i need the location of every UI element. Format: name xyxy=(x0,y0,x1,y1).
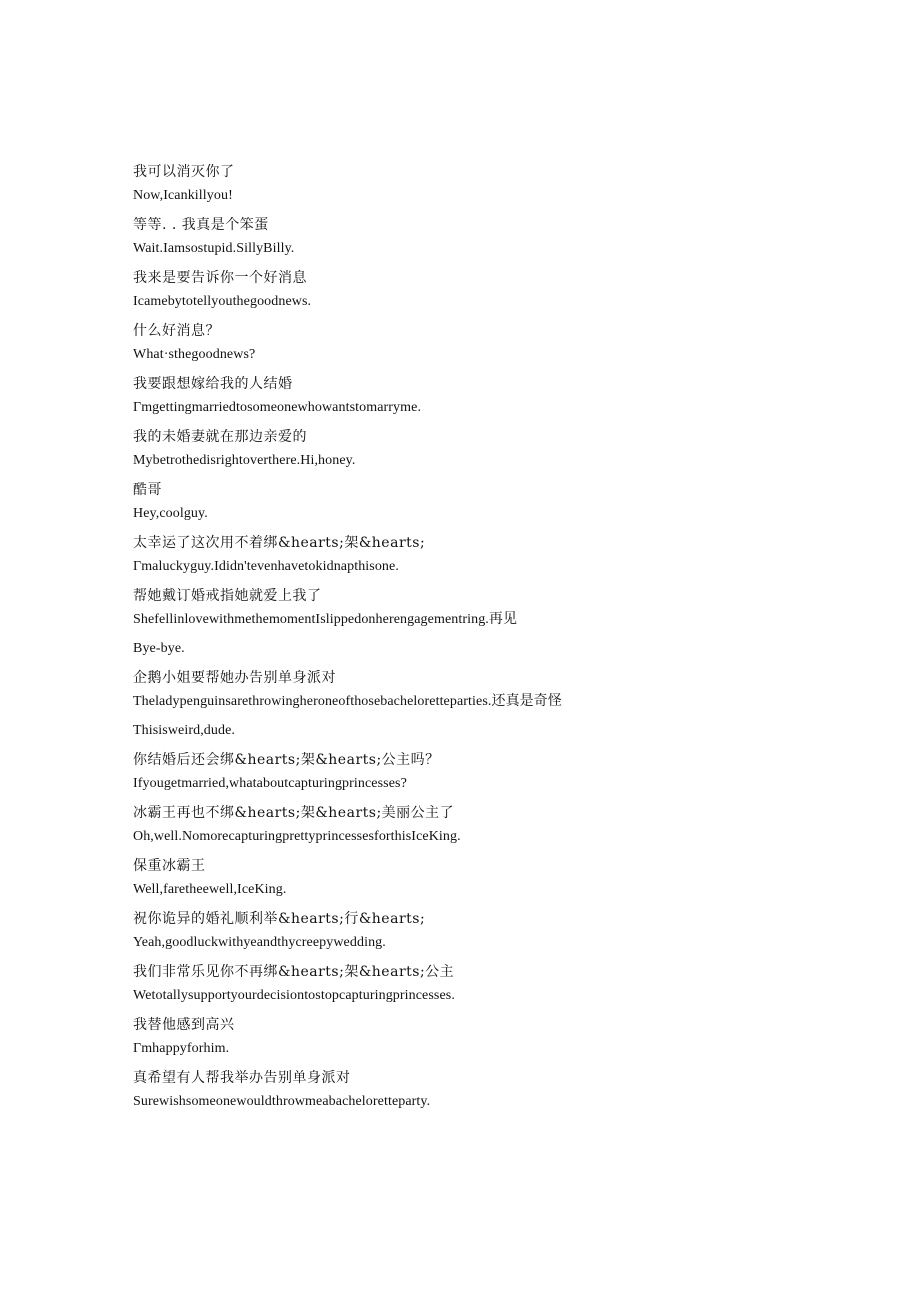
line-zh: 祝你诡异的婚礼顺利举&hearts;行&hearts; xyxy=(133,911,426,927)
line-en: Mybetrothedisrightoverthere.Hi,honey. xyxy=(133,453,356,468)
line-en: Theladypenguinsarethrowingheroneofthosebacheloretteparties.还真是奇怪 xyxy=(133,694,562,709)
line-zh: 酷哥 xyxy=(133,482,162,498)
line-en: Hey,coolguy. xyxy=(133,506,208,521)
line-zh: 保重冰霸王 xyxy=(133,858,206,874)
line-zh: 我可以消灭你了 xyxy=(133,164,235,180)
line-en: Surewishsomeonewouldthrowmeabacheloretteparty. xyxy=(133,1094,431,1109)
line-zh: 我要跟想嫁给我的人结婚 xyxy=(133,376,293,392)
line-en: Thisisweird,dude. xyxy=(133,723,236,738)
line-zh: 帮她戴订婚戒指她就爱上我了 xyxy=(133,588,322,604)
line-en: What·sthegoodnews? xyxy=(133,347,256,362)
line-zh: 你结婚后还会绑&hearts;架&hearts;公主吗？ xyxy=(133,752,440,768)
line-zh: 什么好消息？ xyxy=(133,323,220,339)
line-zh: 我们非常乐见你不再绑&hearts;架&hearts;公主 xyxy=(133,964,455,980)
line-zh: 企鹅小姐要帮她办告别单身派对 xyxy=(133,670,336,686)
line-en: Bye-bye. xyxy=(133,641,185,656)
line-en: Now,Icankillyou! xyxy=(133,188,233,203)
line-en: Yeah,goodluckwithyeandthycreepywedding. xyxy=(133,935,386,950)
line-en: Γmhappyforhim. xyxy=(133,1041,230,1056)
line-zh: 我替他感到高兴 xyxy=(133,1017,235,1033)
line-en: Γmgettingmarriedtosomeonewhowantstomarryme. xyxy=(133,400,422,415)
line-zh: 冰霸王再也不绑&hearts;架&hearts;美丽公主了 xyxy=(133,805,455,821)
document-body xyxy=(133,160,633,1119)
line-en: ShefellinlovewithmethemomentIslippedonherengagementring.再见 xyxy=(133,612,518,627)
line-en: Icamebytotellyouthegoodnews. xyxy=(133,294,312,309)
line-zh: 太幸运了这次用不着绑&hearts;架&hearts; xyxy=(133,535,426,551)
line-zh: 真希望有人帮我举办告别单身派对 xyxy=(133,1070,351,1086)
line-zh: 我来是要告诉你一个好消息 xyxy=(133,270,307,286)
line-zh: 我的未婚妻就在那边亲爱的 xyxy=(133,429,307,445)
line-en: Wait.Iamsostupid.SillyBilly. xyxy=(133,241,295,256)
line-zh: 等等. . 我真是个笨蛋 xyxy=(133,217,269,233)
line-en: Wetotallysupportyourdecisiontostopcapturingprincesses. xyxy=(133,988,455,1003)
line-en: Γmaluckyguy.Ididn'tevenhavetokidnapthisone. xyxy=(133,559,399,574)
line-en: Oh,well.NomorecapturingprettyprincessesforthisIceKing. xyxy=(133,829,461,844)
line-en: Ifyougetmarried,whataboutcapturingprincesses? xyxy=(133,776,407,791)
line-en: Well,faretheewell,IceKing. xyxy=(133,882,287,897)
